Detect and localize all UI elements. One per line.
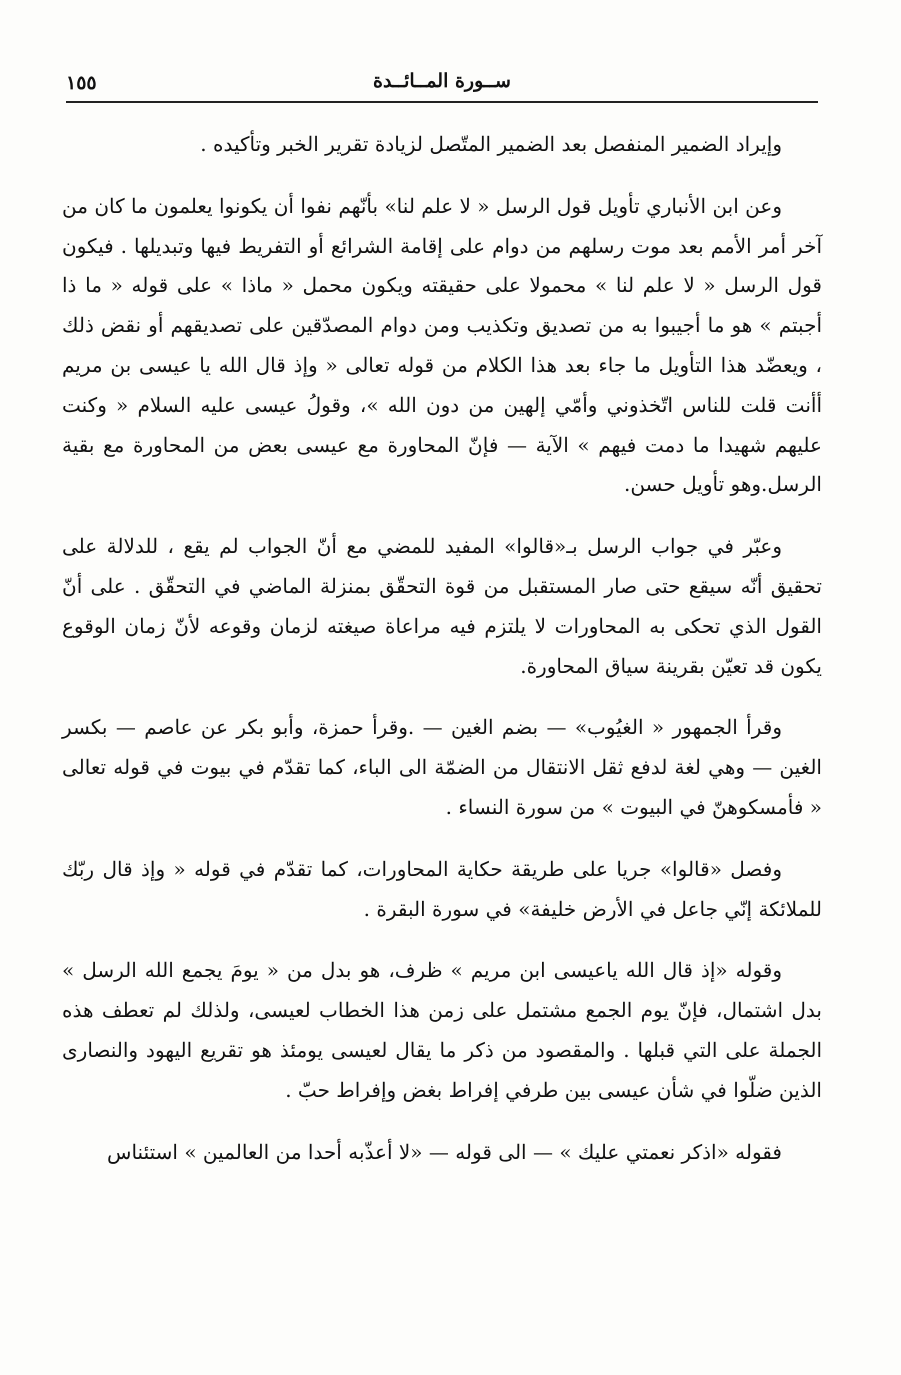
paragraph: وعبّر في جواب الرسل بـ«قالوا» المفيد للمضي مع أنّ الجواب لم يقع ، للدلالة على تحقيق أنّه سيقع حتى صار المستقبل من قوة التحقّق بمنزلة الماضي في التحقّق . على أنّ القول الذي تحكى به المحاورات لا يلتزم فيه مراعاة صيغته لزمان وقوعه لأنّ زمان الوقوع يكون قد تعيّن بقرينة سياق المحاورة. bbox=[62, 534, 822, 678]
running-title: ســورة المــائــدة bbox=[373, 70, 511, 92]
paragraph: فقوله «اذكر نعمتي عليك » — الى قوله — «لا أعذّبه أحدا من العالمين » استئناس bbox=[107, 1139, 782, 1164]
header-rule bbox=[66, 101, 818, 103]
page-header bbox=[66, 68, 818, 102]
paragraph: وعن ابن الأنباري تأويل قول الرسل « لا علم لنا» بأنّهم نفوا أن يكونوا يعلمون ما كان من آخر أمر الأمم بعد موت رسلهم من دوام على إقامة الشرائع أو التفريط فيها وتبديلها . فيكون قول الرسل « لا علم لنا » محمولا على حقيقته ويكون محمل « ماذا » على قوله « ما ذا أجبتم » هو ما أجيبوا به من تصديق وتكذيب ومن دوام المصدّقين على تصديقهم أو نقض ذلك ، ويعضّد هذا التأويل ما جاء بعد هذا الكلام من قوله تعالى « وإذ قال الله يا عيسى بن مريم أأنت قلت للناس اتّخذوني وأمّي إلهين من دون الله »، وقولُ عيسى عليه السلام « وكنت عليهم شهيدا ما دمت فيهم » الآية — فإنّ المحاورة مع عيسى بعض من المحاورة مع بقية الرسل.وهو تأويل حسن. bbox=[62, 193, 822, 497]
paragraph: وقرأ الجمهور « الغيُوب» — بضم الغين — .وقرأ حمزة، وأبو بكر عن عاصم — بكسر الغين — وهي لغة لدفع ثقل الانتقال من الضمّة الى الباء، كما تقدّم في بيوت في قوله تعالى « فأمسكوهنّ في البيوت » من سورة النساء . bbox=[62, 715, 822, 819]
paragraph: وفصل «قالوا» جريا على طريقة حكاية المحاورات، كما تقدّم في قوله « وإذ قال ربّك للملائكة إنّي جاعل في الأرض خليفة» في سورة البقرة . bbox=[62, 856, 822, 921]
paragraph: وإيراد الضمير المنفصل بعد الضمير المتّصل لزيادة تقرير الخبر وتأكيده . bbox=[200, 132, 782, 156]
paragraph: وقوله «إذ قال الله ياعيسى ابن مريم » ظرف، هو بدل من « يومَ يجمع الله الرسل » بدل اشتمال، فإنّ يوم الجمع مشتمل على زمن هذا الخطاب لعيسى، ولذلك لم تعطف هذه الجملة على التي قبلها . والمقصود من ذكر ما يقال لعيسى يومئذ هو تقريع اليهود والنصارى الذين ضلّوا في شأن عيسى بين طرفي إفراط بغض وإفراط حبّ . bbox=[62, 958, 822, 1102]
page-number: ١٥٥ bbox=[66, 72, 97, 94]
body-text bbox=[62, 125, 822, 1172]
